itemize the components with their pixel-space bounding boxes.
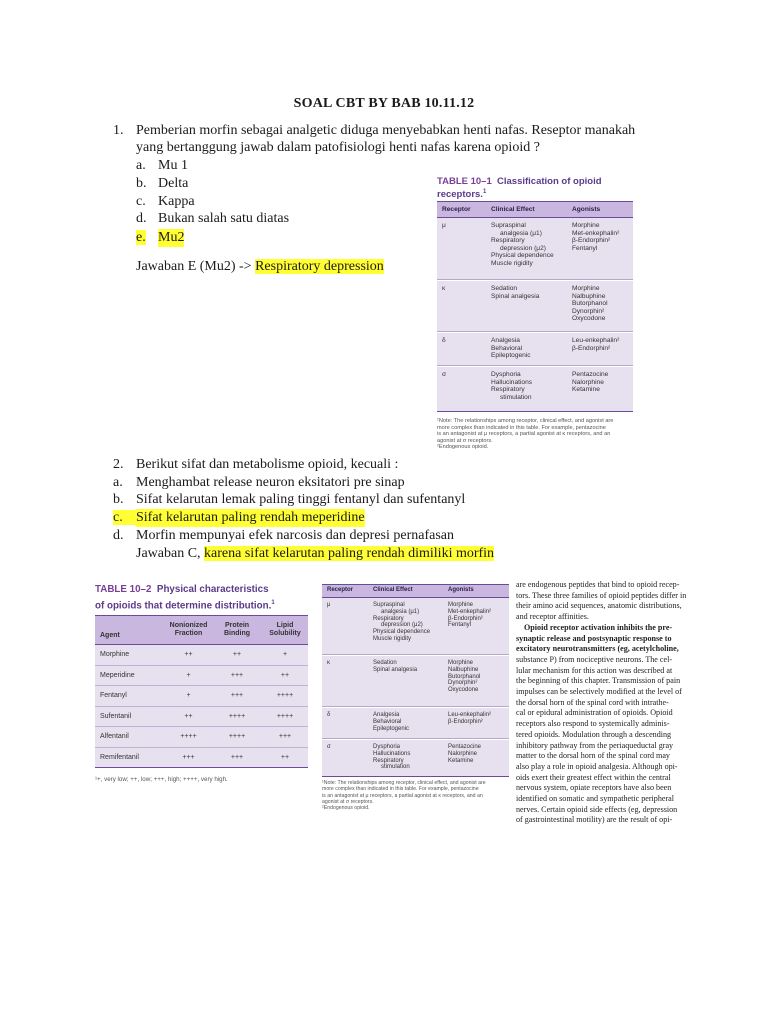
caption-line1: Classification of opioid (497, 176, 602, 187)
note-line: more complex than indicated in this table. For example, pentazocine (322, 786, 479, 793)
agent: Alfentanil (100, 733, 129, 741)
col-receptor: Receptor (442, 206, 471, 213)
agonist: Nalorphine (572, 378, 604, 386)
table-number: TABLE 10–2 (95, 584, 152, 595)
agonist: Leu-enkephalin² (572, 337, 620, 344)
agonists (572, 371, 608, 394)
text-line: are endogenous peptides that bind to opioid recep- (516, 580, 680, 589)
receptor: κ (327, 660, 330, 666)
q1-option-a (136, 157, 188, 175)
header-line: Nonionized (169, 621, 208, 629)
option-text: Bukan salah satu diatas (158, 211, 290, 226)
effect: Spinal analgesia (491, 292, 540, 300)
agonist: Butorphanol (572, 300, 608, 308)
note-line: ²Endogenous opioid. (322, 805, 370, 812)
text-line: matter to the dorsal horn of the spinal cord may (516, 751, 670, 761)
option-letter: d. (136, 211, 147, 226)
text-line: receptors also respond to systemically adminis- (516, 719, 670, 729)
text-line: inhibitory pathway from the periaqueductal gray (516, 740, 674, 750)
agent: Fentanyl (100, 692, 127, 700)
effect: Analgesia (491, 337, 520, 344)
col-lipid (262, 622, 308, 639)
effects (373, 744, 410, 771)
agonist: Morphine (572, 222, 600, 229)
agent: Remifentanil (100, 753, 139, 761)
table-row (95, 707, 308, 728)
q1-option-c (136, 193, 195, 211)
agonist: Fentanyl (572, 244, 598, 252)
nonionized: +++ (182, 753, 195, 761)
q2-number: 2. (113, 457, 124, 472)
effect: Behavioral (491, 344, 523, 352)
effect: Analgesia (373, 712, 400, 718)
table-row (95, 727, 308, 748)
note-line: ²Endogenous opioid. (437, 444, 489, 451)
table-row (322, 598, 509, 655)
table-notes (322, 780, 509, 811)
nonionized: ++ (184, 712, 193, 720)
agonist: Nalorphine (448, 750, 478, 757)
option-text: Menghambat release neuron eksitatori pre sinap (136, 475, 405, 490)
q2-option-d (113, 527, 454, 545)
answer-highlight: Respiratory depression (255, 259, 384, 274)
agonists (572, 337, 619, 352)
table-10-1-copy-image (322, 584, 509, 820)
agonists (448, 712, 491, 726)
effects (491, 337, 531, 360)
col-agent: Agent (100, 631, 120, 639)
col-receptor: Receptor (327, 587, 354, 593)
effect: Respiratory (491, 237, 525, 245)
option-letter: e. (136, 230, 146, 245)
agonist: Ketamine (448, 757, 474, 764)
protein: +++ (230, 671, 244, 679)
effect: Supraspinal (373, 602, 405, 608)
text-line: excitatory neurotransmitters (eg, acetylcholine, (516, 644, 679, 654)
effect: Supraspinal (491, 222, 526, 229)
caption-line2: receptors. (437, 189, 483, 201)
effects (373, 602, 430, 643)
caption-line2: of opioids that determine distribution. (95, 599, 272, 611)
agonist: Dynorphin² (448, 680, 478, 687)
option-text: Mu2 (158, 230, 185, 245)
q2-answer (136, 545, 494, 563)
effect: Hallucinations (491, 378, 533, 386)
header-line: Protein (224, 621, 250, 629)
text-line: their amino acid sequences, anatomic distributions, (516, 601, 682, 611)
agonists (448, 744, 481, 764)
agonist: Pentazocine (572, 371, 609, 378)
text-line: the beginning of this chapter. Transmission of pain (516, 676, 681, 686)
effects (373, 712, 409, 732)
text-line: nervous system, opiate receptors have also been (516, 783, 672, 793)
table-row (322, 740, 509, 777)
option-letter: c. (136, 194, 146, 209)
q2-option-b (113, 491, 466, 509)
option-letter: b. (136, 176, 147, 191)
protein: +++ (230, 692, 244, 700)
effect: Behavioral (373, 718, 402, 725)
text-line: also play a role in opioid analgesia. Although opi- (516, 761, 678, 771)
text-line: of gastrointestinal motility) are the result of opi- (516, 815, 673, 825)
effect: depression (μ2) (500, 244, 546, 252)
agonist: Butorphanol (448, 673, 481, 680)
effect: Spinal analgesia (373, 666, 418, 673)
option-text: Sifat kelarutan paling rendah meperidine (136, 510, 365, 525)
page-title: SOAL CBT BY BAB 10.11.12 (293, 96, 475, 111)
agonist: Morphine (448, 660, 474, 666)
lipid: ++++ (276, 712, 294, 720)
table-note: ¹+, very low; ++, low; +++, high; ++++, very high. (95, 776, 228, 783)
option-letter: d. (113, 528, 124, 543)
answer-prefix: Jawaban E (Mu2) -> (136, 259, 256, 274)
agonist: Met-enkephalin² (572, 229, 620, 237)
agonist: β-Endorphin² (448, 718, 483, 725)
protein: ++ (232, 651, 242, 659)
table-row (95, 686, 308, 707)
effect: Dysphoria (373, 744, 401, 750)
note-line: agonist at σ receptors. (437, 437, 493, 444)
table-number: TABLE 10–1 (437, 176, 492, 187)
header-line: Lipid (276, 621, 294, 629)
effect: Respiratory (373, 757, 404, 764)
option-text: Mu 1 (158, 158, 188, 173)
agonists (572, 285, 608, 323)
caption-sup: 1 (271, 599, 275, 606)
text-line: oids exert their greatest effect within the central (516, 772, 671, 782)
q1-option-e-correct (136, 229, 185, 247)
note-line: is an antagonist at μ receptors, a partial agonist at κ receptors, and an (437, 431, 611, 438)
effects (491, 285, 539, 300)
option-letter: b. (113, 492, 124, 507)
text-line: impulses can be selectively modified at the level of (516, 687, 682, 697)
effects (491, 222, 554, 268)
table-caption (95, 584, 308, 612)
text-line: synaptic release and postsynaptic response to (516, 633, 672, 643)
agent: Sufentanil (100, 712, 132, 720)
agonist: Fentanyl (448, 622, 472, 629)
col-agonists: Agonists (448, 587, 474, 593)
answer-prefix: Jawaban C, (136, 546, 205, 561)
agonist: Leu-enkephalin² (448, 712, 492, 718)
effect: Respiratory (373, 615, 404, 622)
q2-option-a (113, 474, 405, 492)
agonist: Nalbuphine (448, 666, 479, 673)
receptor: μ (442, 222, 446, 229)
protein: ++++ (228, 712, 246, 720)
agonist: β-Endorphin² (448, 615, 483, 622)
table-row (437, 333, 633, 366)
agonist: Ketamine (572, 386, 600, 394)
effect: Respiratory (491, 386, 525, 394)
answer-highlight: karena sifat kelarutan paling rendah dimiliki morfin (204, 546, 495, 561)
col-clinical-effect: Clinical Effect (373, 587, 413, 593)
agonists (448, 660, 480, 694)
table-10-1-image (437, 176, 633, 460)
lipid: ++ (280, 671, 290, 679)
receptor: δ (327, 712, 331, 718)
lipid: ++ (280, 753, 290, 761)
header-line: Solubility (269, 630, 301, 637)
effect: Muscle rigidity (373, 635, 412, 642)
agonist: Pentazocine (448, 744, 482, 750)
text-line: substance P) from nociceptive neurons. The cel- (516, 654, 673, 664)
book-text-image (516, 580, 697, 826)
agonist: β-Endorphin² (572, 237, 611, 245)
agent: Morphine (100, 651, 130, 659)
effect: Dysphoria (491, 371, 521, 378)
note-line: ¹Note: The relationships among receptor, clinical effect, and agonist are (437, 418, 614, 424)
col-protein (212, 622, 262, 639)
effect: Physical dependence (373, 629, 431, 636)
effect: depression (μ2) (381, 622, 423, 629)
table-row (322, 708, 509, 739)
effect: Muscle rigidity (491, 259, 533, 267)
table-row (437, 281, 633, 332)
effect: Sedation (491, 285, 518, 292)
effect: Sedation (373, 660, 397, 666)
note-line: more complex than indicated in this table. For example, pentazocine (437, 424, 606, 431)
option-text: Morfin mempunyai efek narcosis dan depresi pernafasan (136, 528, 454, 543)
nonionized: + (186, 671, 191, 679)
text-line: identified on somatic and sympathetic peripheral (516, 794, 675, 804)
table-row (95, 645, 308, 666)
effect: stimulation (500, 393, 532, 401)
effect: Physical dependence (491, 252, 554, 260)
agent: Meperidine (100, 671, 135, 679)
text-line: Opioid receptor activation inhibits the pre- (524, 622, 673, 632)
receptor: σ (442, 371, 447, 378)
agonist: Oxycodone (572, 315, 606, 323)
text-line: nerves. Certain opioid side effects (eg, depression (516, 804, 678, 814)
table-10-2-image (95, 584, 308, 794)
effect: analgesia (μ1) (500, 229, 542, 237)
effects (373, 660, 417, 674)
nonionized: + (186, 692, 191, 700)
option-text: Kappa (158, 194, 195, 209)
caption-line1: Physical characteristics (156, 584, 269, 595)
col-nonionized (165, 622, 212, 639)
lipid: ++++ (276, 692, 294, 700)
header-line: Fraction (174, 630, 203, 637)
agonists (448, 602, 491, 629)
note-line: agonist at σ receptors. (322, 798, 374, 805)
text-line: cal or epidural administration of opioids. Opioid (516, 708, 673, 718)
text-line: and receptor affinities. (516, 612, 589, 622)
effect: Epileptogenic (491, 352, 531, 360)
table-row (437, 367, 633, 412)
note-line: is an antagonist at μ receptors, a partial agonist at κ receptors, and an (322, 792, 483, 799)
protein: +++ (230, 753, 244, 761)
agonist: β-Endorphin² (572, 344, 611, 352)
effect: Epileptogenic (373, 725, 410, 732)
effect: analgesia (μ1) (381, 608, 420, 615)
q1-answer (136, 258, 384, 276)
option-letter: a. (136, 158, 146, 173)
table-row (95, 748, 308, 769)
protein: ++++ (228, 733, 246, 741)
table-header (437, 201, 633, 218)
table-caption (437, 176, 633, 200)
receptor: δ (442, 337, 446, 344)
receptor: μ (327, 602, 331, 608)
q2-option-c-correct (113, 509, 365, 527)
table-row (95, 666, 308, 687)
text-line: tors. These three families of opioid peptides differ in (516, 590, 687, 600)
q2-question: Berikut sifat dan metabolisme opioid, kecuali : (136, 457, 399, 472)
receptor: σ (327, 744, 331, 750)
table-notes (437, 418, 633, 451)
text-line: lular mechanism for this action was described at (516, 665, 673, 675)
effect: stimulation (381, 764, 410, 771)
col-clinical-effect: Clinical Effect (491, 206, 535, 213)
note-line: ¹Note: The relationships among receptor, clinical effect, and agonist are (322, 780, 486, 786)
agonist: Oxycodone (448, 687, 479, 694)
option-letter: c. (113, 510, 137, 525)
text-line: tered opioids. Modulation through a descending (516, 729, 672, 739)
agonist: Dynorphin² (572, 307, 605, 315)
table-row (437, 218, 633, 280)
lipid: + (282, 651, 288, 659)
effects (491, 371, 532, 401)
table-row (322, 656, 509, 707)
nonionized: ++++ (180, 733, 197, 741)
table-header (95, 615, 308, 645)
agonist: Met-enkephalin² (448, 608, 492, 615)
lipid: +++ (278, 733, 292, 741)
effect: Hallucinations (373, 750, 411, 757)
option-letter: a. (113, 475, 123, 490)
q1-option-d (136, 210, 290, 228)
receptor: κ (442, 285, 446, 292)
q1-number: 1. (113, 123, 124, 138)
header-line: Binding (223, 630, 251, 637)
agonist: Nalbuphine (572, 292, 606, 300)
col-agonists: Agonists (572, 206, 601, 213)
agonist: Morphine (448, 602, 474, 608)
nonionized: ++ (184, 651, 193, 659)
table-header (322, 584, 509, 598)
caption-sup: 1 (482, 189, 487, 195)
agonists (572, 222, 619, 252)
text-line: the dorsal horn of the spinal cord with intrathe- (516, 697, 669, 707)
agonist: Morphine (572, 285, 600, 292)
q1-question-line2: yang bertanggung jawab dalam patofisiologi henti nafas karena opioid ? (136, 140, 540, 155)
option-text: Sifat kelarutan lemak paling tinggi fentanyl dan sufentanyl (136, 492, 466, 507)
q1-question-line1: Pemberian morfin sebagai analgetic diduga menyebabkan henti nafas. Reseptor manakah (136, 123, 636, 138)
q1-option-b (136, 175, 189, 193)
option-text: Delta (158, 176, 189, 191)
